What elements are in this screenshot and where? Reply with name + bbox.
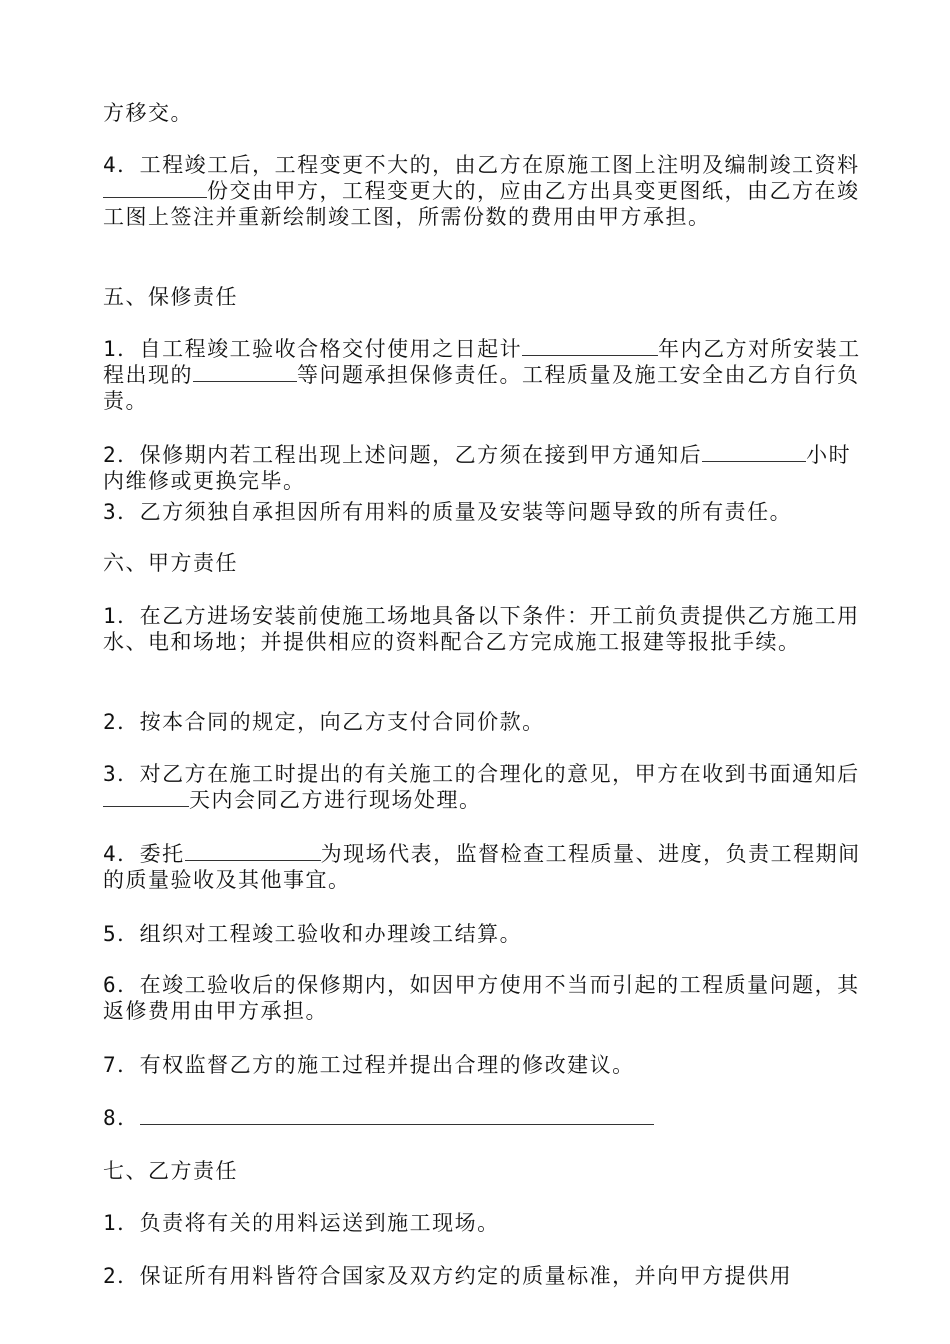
- blank-copies-field[interactable]: [103, 179, 207, 198]
- text-segment: 为现场代表，监督检查工程质量、进度，负责工程期间的质量验收及其他事宜。: [103, 842, 861, 892]
- blank-hours-field[interactable]: [702, 443, 806, 462]
- paragraph-suggestions: [103, 761, 863, 813]
- paragraph-deliver-materials: 1．负责将有关的用料运送到施工现场。: [103, 1211, 500, 1235]
- paragraph-material-liability: 3．乙方须独自承担因所有用料的质量及安装等问题导致的所有责任。: [103, 500, 793, 524]
- text-segment: 8．: [103, 1106, 140, 1130]
- paragraph-warranty-period: [103, 336, 863, 414]
- text-segment: 1．自工程竣工验收合格交付使用之日起计: [103, 337, 523, 361]
- paragraph-item-8: [103, 1105, 654, 1131]
- paragraph-material-standards: 2．保证所有用料皆符合国家及双方约定的质量标准，并向甲方提供用: [103, 1264, 793, 1288]
- paragraph-handover: 方移交。: [103, 101, 193, 125]
- blank-days-field[interactable]: [103, 788, 189, 807]
- text-segment: 年内乙方对所安装工程出现的: [103, 337, 861, 387]
- paragraph-misuse-repair: 6．在竣工验收后的保修期内，如因甲方使用不当而引起的工程质量问题，其返修费用由甲方承担。: [103, 973, 860, 1023]
- paragraph-payment: 2．按本合同的规定，向乙方支付合同价款。: [103, 710, 545, 734]
- text-segment: 4．工程竣工后，工程变更不大的，由乙方在原施工图上注明及编制竣工资料: [103, 153, 860, 177]
- paragraph-supervision: 7．有权监督乙方的施工过程并提出合理的修改建议。: [103, 1053, 635, 1077]
- blank-representative-field[interactable]: [185, 842, 321, 861]
- text-segment: 天内会同乙方进行现场处理。: [189, 788, 482, 812]
- blank-years-field[interactable]: [522, 337, 658, 356]
- paragraph-repair-time: [103, 442, 863, 494]
- text-segment: 等问题承担保修责任。工程质量及施工安全由乙方自行负责。: [103, 363, 860, 413]
- text-segment: 4．委托: [103, 842, 185, 866]
- blank-item-8-field[interactable]: [140, 1106, 654, 1125]
- text-segment: 2．保修期内若工程出现上述问题，乙方须在接到甲方通知后: [103, 443, 703, 467]
- text-segment: 小时内维修或更换完毕。: [103, 443, 852, 493]
- paragraph-completion-drawings: [103, 152, 863, 230]
- text-segment: 3．对乙方在施工时提出的有关施工的合理化的意见，甲方在收到书面通知后: [103, 762, 860, 786]
- section-heading-party-b: 七、乙方责任: [103, 1159, 238, 1183]
- blank-issues-field[interactable]: [193, 363, 297, 382]
- paragraph-site-representative: [103, 841, 863, 893]
- paragraph-acceptance: 5．组织对工程竣工验收和办理竣工结算。: [103, 922, 523, 946]
- section-heading-party-a: 六、甲方责任: [103, 551, 238, 575]
- paragraph-site-conditions: 1．在乙方进场安装前使施工场地具备以下条件：开工前负责提供乙方施工用水、电和场地；并提供相应的资料配合乙方完成施工报建等报批手续。: [103, 604, 860, 654]
- section-heading-warranty: 五、保修责任: [103, 285, 238, 309]
- text-segment: 份交由甲方，工程变更大的，应由乙方出具变更图纸，由乙方在竣工图上签注并重新绘制竣工图，所需份数的费用由甲方承担。: [103, 179, 860, 229]
